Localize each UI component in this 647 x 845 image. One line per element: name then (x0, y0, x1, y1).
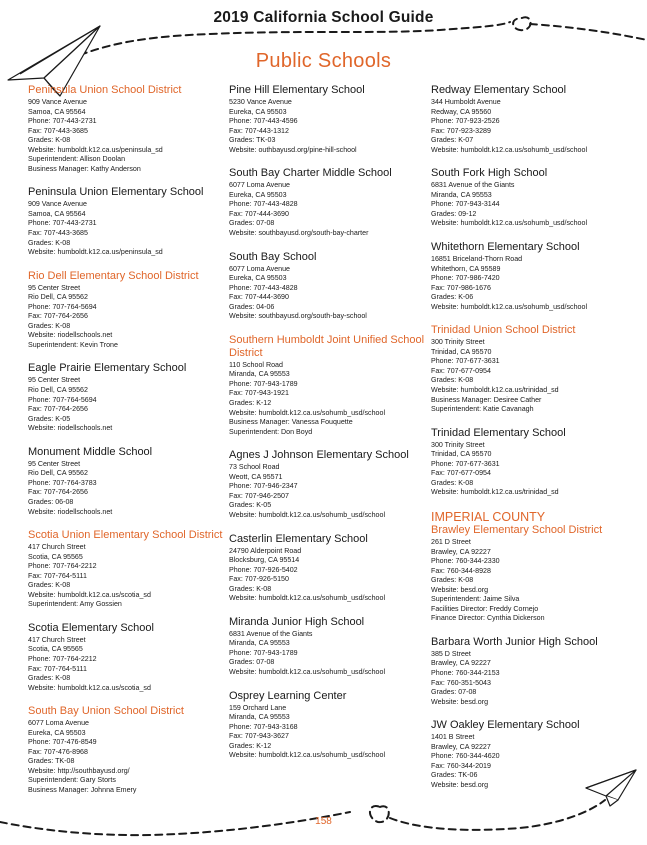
contact-detail-line: Phone: 707-943-3168 (229, 722, 298, 731)
school-name: Trinidad Elementary School (431, 426, 566, 439)
contact-detail-line: Phone: 707-943-1789 (229, 379, 298, 388)
school-name: Scotia Elementary School (28, 621, 154, 634)
contact-detail-line: Trinidad, CA 95570 (431, 450, 492, 459)
contact-detail-line: 6831 Avenue of the Giants (229, 629, 313, 638)
contact-detail-line: 6077 Loma Avenue (229, 181, 291, 190)
school-name: Casterlin Elementary School (229, 532, 368, 545)
school-entry (431, 84, 631, 155)
contact-detail-line: Website: humboldt.k12.ca.us/scotia_sd (28, 683, 151, 692)
contact-detail-line: Grades: K-05 (229, 501, 272, 510)
contact-detail-line: Grades: TK-06 (431, 771, 478, 780)
contact-detail-line: Rio Dell, CA 95562 (28, 469, 88, 478)
contact-detail-line: Fax: 707-943-1921 (229, 389, 289, 398)
district-entry (28, 84, 223, 174)
contact-detail-line: Website: humboldt.k12.ca.us/sohumb_usd/school (229, 594, 386, 603)
county-heading: IMPERIAL COUNTY (431, 509, 546, 524)
contact-detail-line: Website: humboldt.k12.ca.us/peninsula_sd (28, 248, 163, 257)
directory-column-1 (28, 84, 223, 808)
contact-detail-line: Business Manager: Kathy Anderson (28, 164, 141, 173)
district-name: South Bay Union School District (28, 705, 184, 718)
contact-detail-line: Grades: 07-08 (431, 688, 477, 697)
district-entry (431, 324, 631, 414)
contact-detail-line: Website: humboldt.k12.ca.us/sohumb_usd/school (229, 751, 386, 760)
contact-detail-line: 16851 Briceland-Thorn Road (431, 255, 523, 264)
guide-title: 2019 California School Guide (213, 9, 434, 26)
contact-detail-line: Fax: 707-443-1312 (229, 126, 289, 135)
contact-detail-line: Business Manager: Johnna Emery (28, 785, 137, 794)
contact-detail-line: 95 Center Street (28, 459, 81, 468)
contact-detail-line: Whitethorn, CA 95589 (431, 264, 501, 273)
contact-detail-line: Phone: 707-677-3631 (431, 357, 500, 366)
contact-detail-line: Grades: K-08 (28, 136, 71, 145)
contact-detail-line: Website: besd.org (431, 585, 489, 594)
contact-detail-line: Miranda, CA 95553 (431, 190, 492, 199)
school-entry (431, 167, 631, 229)
contact-detail-line: Website: southbayusd.org/south-bay-charter (229, 229, 369, 238)
contact-detail-line: Fax: 707-443-3685 (28, 229, 88, 238)
directory-column-3 (431, 84, 631, 802)
contact-detail-line: Phone: 707-926-5402 (229, 565, 298, 574)
school-entry (28, 186, 223, 257)
contact-detail-line: Grades: K-08 (431, 376, 474, 385)
contact-detail-line: Grades: K-08 (28, 674, 71, 683)
contact-detail-line: Fax: 760-344-2019 (431, 761, 491, 770)
contact-detail-line: 6831 Avenue of the Giants (431, 181, 515, 190)
contact-detail-line: Phone: 707-764-5694 (28, 395, 97, 404)
contact-detail-line: Website: riodellschools.net (28, 331, 113, 340)
contact-detail-line: Phone: 707-476-8549 (28, 738, 97, 747)
school-name: Peninsula Union Elementary School (28, 186, 204, 199)
contact-detail-line: Fax: 707-764-2656 (28, 488, 88, 497)
contact-detail-line: Trinidad, CA 95570 (431, 347, 492, 356)
contact-detail-line: Grades: 07-08 (229, 219, 275, 228)
contact-detail-line: Fax: 707-764-2656 (28, 312, 88, 321)
school-entry (229, 251, 426, 322)
school-entry (229, 690, 426, 761)
contact-detail-line: 344 Humboldt Avenue (431, 98, 501, 106)
school-name: South Bay Charter Middle School (229, 167, 392, 180)
contact-detail-line: Brawley, CA 92227 (431, 659, 491, 668)
district-entry (431, 524, 631, 624)
contact-detail-line: Weott, CA 95571 (229, 472, 283, 481)
contact-detail-line: Grades: K-05 (28, 414, 71, 423)
contact-detail-line: Phone: 707-764-2212 (28, 654, 97, 663)
school-name: South Bay School (229, 250, 317, 263)
contact-detail-line: Miranda, CA 95553 (229, 370, 290, 379)
contact-detail-line: Website: besd.org (431, 780, 489, 789)
contact-detail-line: Grades: K-08 (28, 238, 71, 247)
contact-detail-line: 73 School Road (229, 463, 280, 472)
contact-detail-line: Miranda, CA 95553 (229, 713, 290, 722)
contact-detail-line: 300 Trinity Street (431, 440, 485, 449)
contact-detail-line: 417 Church Street (28, 543, 86, 552)
contact-detail-line: Website: humboldt.k12.ca.us/sohumb_usd/school (229, 510, 386, 519)
contact-detail-line: Grades: K-08 (229, 584, 272, 593)
school-entry (229, 449, 426, 520)
contact-detail-line: Fax: 707-476-8968 (28, 747, 88, 756)
contact-detail-line: Phone: 707-677-3631 (431, 459, 500, 468)
school-entry (28, 446, 223, 517)
district-entry (28, 705, 223, 795)
contact-detail-line: Brawley, CA 92227 (431, 742, 491, 751)
contact-detail-line: 261 D Street (431, 537, 471, 546)
contact-detail-line: Eureka, CA 95503 (229, 274, 287, 283)
school-entry (229, 84, 426, 155)
contact-detail-line: 417 Church Street (28, 635, 86, 644)
contact-detail-line: Website: humboldt.k12.ca.us/trinidad_sd (431, 488, 559, 497)
school-name: Miranda Junior High School (229, 615, 365, 628)
contact-detail-line: Grades: K-08 (431, 478, 474, 487)
school-name: Whitethorn Elementary School (431, 241, 580, 254)
contact-detail-line: Finance Director: Cynthia Dickerson (431, 614, 545, 623)
county-heading-block (431, 510, 631, 524)
contact-detail-line: Facilities Director: Freddy Cornejo (431, 604, 539, 613)
contact-detail-line: Phone: 707-764-5694 (28, 302, 97, 311)
contact-detail-line: Eureka, CA 95503 (229, 190, 287, 199)
contact-detail-line: Fax: 760-351-5043 (431, 678, 491, 687)
contact-detail-line: Grades: K-08 (28, 581, 71, 590)
contact-detail-line: Superintendent: Jaime Silva (431, 595, 520, 604)
contact-detail-line: Grades: 07-08 (229, 658, 275, 667)
contact-detail-line: Grades: K-08 (28, 321, 71, 330)
contact-detail-line: Phone: 760-344-2153 (431, 668, 500, 677)
contact-detail-line: Business Manager: Vanessa Fouquette (229, 418, 353, 427)
school-name: Agnes J Johnson Elementary School (229, 449, 409, 462)
district-name: Trinidad Union School District (431, 324, 576, 337)
contact-detail-line: Superintendent: Don Boyd (229, 427, 313, 436)
district-name: Scotia Union Elementary School District (28, 529, 223, 542)
contact-detail-line: Superintendent: Amy Gossien (28, 600, 122, 609)
contact-detail-line: Website: humboldt.k12.ca.us/trinidad_sd (431, 386, 559, 395)
contact-detail-line: Phone: 707-943-3144 (431, 200, 500, 209)
contact-detail-line: 300 Trinity Street (431, 338, 485, 347)
contact-detail-line: Scotia, CA 95565 (28, 645, 83, 654)
contact-detail-line: Phone: 707-443-4828 (229, 283, 298, 292)
contact-detail-line: Grades: 06-08 (28, 497, 74, 506)
school-name: Monument Middle School (28, 445, 153, 458)
contact-detail-line: Website: besd.org (431, 697, 489, 706)
contact-detail-line: Fax: 707-443-3685 (28, 126, 88, 135)
contact-detail-line: Eureka, CA 95503 (229, 107, 287, 116)
contact-detail-line: Website: southbayusd.org/south-bay-school (229, 312, 367, 321)
contact-detail-line: Website: humboldt.k12.ca.us/sohumb_usd/school (431, 145, 588, 154)
contact-detail-line: Website: riodellschools.net (28, 424, 113, 433)
contact-detail-line: Grades: K-06 (431, 293, 474, 302)
school-entry (431, 427, 631, 498)
contact-detail-line: Fax: 707-444-3690 (229, 209, 289, 218)
section-title: Public Schools (255, 50, 392, 72)
district-name: Peninsula Union School District (28, 84, 182, 96)
contact-detail-line: 24790 Alderpoint Road (229, 546, 302, 555)
contact-detail-line: Business Manager: Desiree Cather (431, 395, 542, 404)
contact-detail-line: Phone: 707-443-2731 (28, 219, 97, 228)
contact-detail-line: Brawley, CA 92227 (431, 547, 491, 556)
contact-detail-line: 909 Vance Avenue (28, 200, 87, 209)
school-entry (28, 622, 223, 693)
contact-detail-line: 159 Orchard Lane (229, 703, 287, 712)
contact-detail-line: Phone: 707-443-4828 (229, 200, 298, 209)
contact-detail-line: Phone: 707-443-2731 (28, 117, 97, 126)
contact-detail-line: Phone: 760-344-2330 (431, 557, 500, 566)
contact-detail-line: Samoa, CA 95564 (28, 107, 86, 116)
contact-detail-line: Website: riodellschools.net (28, 507, 113, 516)
district-name: Southern Humboldt Joint Unified School District (229, 333, 425, 359)
contact-detail-line: Grades: 09-12 (431, 209, 477, 218)
contact-detail-line: Website: http://southbayusd.org/ (28, 766, 130, 775)
contact-detail-line: Rio Dell, CA 95562 (28, 293, 88, 302)
contact-detail-line: Grades: TK-03 (229, 136, 276, 145)
contact-detail-line: Fax: 707-444-3690 (229, 293, 289, 302)
page-number: 158 (315, 816, 332, 827)
contact-detail-line: Fax: 707-764-2656 (28, 405, 88, 414)
contact-detail-line: 385 D Street (431, 649, 471, 658)
contact-detail-line: Superintendent: Gary Storts (28, 776, 116, 785)
school-entry (229, 167, 426, 238)
contact-detail-line: Grades: K-08 (431, 576, 474, 585)
district-entry (28, 270, 223, 351)
contact-detail-line: Superintendent: Allison Doolan (28, 155, 126, 164)
contact-detail-line: Website: humboldt.k12.ca.us/sohumb_usd/school (431, 219, 588, 228)
contact-detail-line: Samoa, CA 95564 (28, 209, 86, 218)
contact-detail-line: Phone: 707-946-2347 (229, 482, 298, 491)
contact-detail-line: Superintendent: Katie Cavanagh (431, 405, 534, 414)
contact-detail-line: Phone: 707-943-1789 (229, 648, 298, 657)
contact-detail-line: Phone: 707-923-2526 (431, 117, 500, 126)
school-name: Eagle Prairie Elementary School (28, 362, 187, 375)
district-name: Rio Dell Elementary School District (28, 269, 199, 282)
contact-detail-line: Website: humboldt.k12.ca.us/peninsula_sd (28, 145, 163, 154)
contact-detail-line: Superintendent: Kevin Trone (28, 340, 118, 349)
school-name: Redway Elementary School (431, 84, 567, 96)
contact-detail-line: Redway, CA 95560 (431, 107, 492, 116)
contact-detail-line: 6077 Loma Avenue (229, 264, 291, 273)
school-entry (431, 636, 631, 707)
contact-detail-line: Fax: 707-986-1676 (431, 283, 491, 292)
contact-detail-line: 909 Vance Avenue (28, 98, 87, 106)
contact-detail-line: Phone: 707-986-7420 (431, 274, 500, 283)
district-entry (229, 334, 426, 437)
contact-detail-line: Fax: 707-926-5150 (229, 575, 289, 584)
school-entry (229, 533, 426, 604)
school-entry (431, 719, 631, 790)
contact-detail-line: Grades: TK-08 (28, 757, 75, 766)
contact-detail-line: Phone: 707-764-3783 (28, 478, 97, 487)
school-name: JW Oakley Elementary School (431, 719, 580, 732)
contact-detail-line: Fax: 760-344-8928 (431, 566, 491, 575)
contact-detail-line: Fax: 707-946-2507 (229, 491, 289, 500)
district-entry (28, 529, 223, 610)
school-name: Osprey Learning Center (229, 689, 347, 702)
school-entry (431, 241, 631, 312)
directory-column-2 (229, 84, 426, 773)
contact-detail-line: Fax: 707-677-0954 (431, 469, 491, 478)
school-name: Barbara Worth Junior High School (431, 635, 598, 648)
school-entry (229, 616, 426, 678)
contact-detail-line: 110 School Road (229, 360, 283, 369)
contact-detail-line: 95 Center Street (28, 283, 81, 292)
contact-detail-line: Grades: K-12 (229, 741, 272, 750)
contact-detail-line: Website: outhbayusd.org/pine-hill-school (229, 145, 357, 154)
contact-detail-line: Phone: 707-443-4596 (229, 117, 298, 126)
contact-detail-line: Scotia, CA 95565 (28, 552, 83, 561)
contact-detail-line: Fax: 707-923-3289 (431, 126, 491, 135)
contact-detail-line: Website: humboldt.k12.ca.us/sohumb_usd/school (229, 408, 386, 417)
contact-detail-line: Website: humboldt.k12.ca.us/scotia_sd (28, 590, 151, 599)
contact-detail-line: Miranda, CA 95553 (229, 639, 290, 648)
school-name: South Fork High School (431, 167, 548, 180)
school-entry (28, 362, 223, 433)
contact-detail-line: Grades: K-12 (229, 399, 272, 408)
contact-detail-line: 5230 Vance Avenue (229, 98, 292, 106)
contact-detail-line: 95 Center Street (28, 376, 81, 385)
contact-detail-line: Website: humboldt.k12.ca.us/sohumb_usd/school (431, 302, 588, 311)
contact-detail-line: 1401 B Street (431, 733, 475, 742)
contact-detail-line: Grades: K-07 (431, 136, 474, 145)
contact-detail-line: Blocksburg, CA 95514 (229, 556, 300, 565)
contact-detail-line: Fax: 707-764-5111 (28, 664, 87, 673)
contact-detail-line: Phone: 760-344-4620 (431, 752, 500, 761)
contact-detail-line: Rio Dell, CA 95562 (28, 386, 88, 395)
contact-detail-line: Grades: 04-06 (229, 302, 275, 311)
district-name: Brawley Elementary School District (431, 523, 603, 536)
contact-detail-line: Fax: 707-943-3627 (229, 732, 289, 741)
contact-detail-line: Fax: 707-677-0954 (431, 366, 491, 375)
contact-detail-line: Eureka, CA 95503 (28, 728, 86, 737)
school-name: Pine Hill Elementary School (229, 84, 365, 96)
contact-detail-line: Fax: 707-764-5111 (28, 571, 87, 580)
contact-detail-line: 6077 Loma Avenue (28, 719, 90, 728)
contact-detail-line: Phone: 707-764-2212 (28, 562, 97, 571)
contact-detail-line: Website: humboldt.k12.ca.us/sohumb_usd/school (229, 667, 386, 676)
